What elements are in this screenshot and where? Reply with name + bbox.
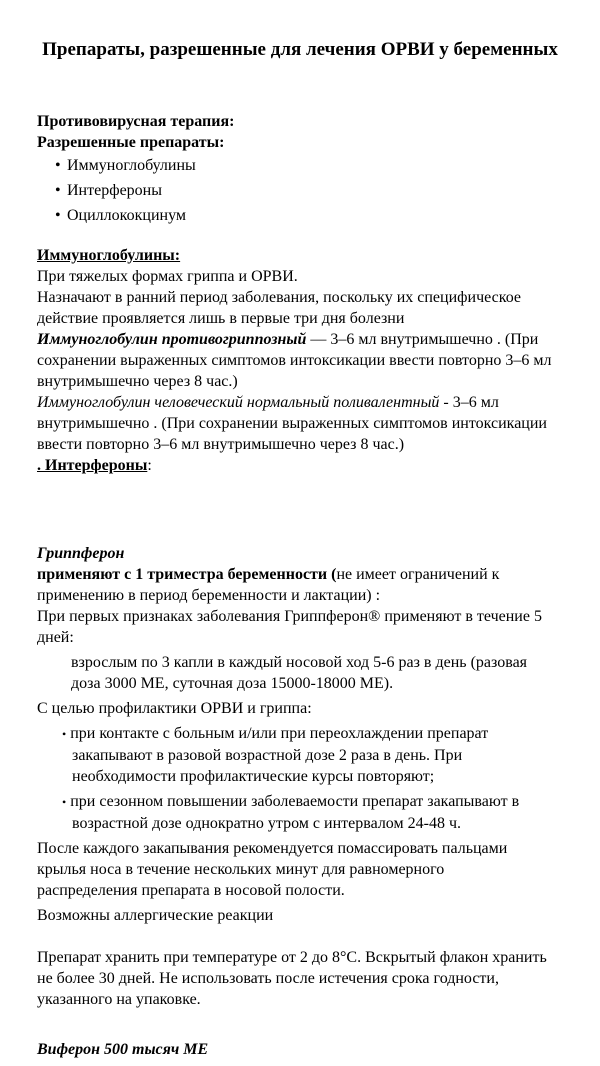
antiviral-heading: Противовирусная терапия: xyxy=(37,113,235,130)
grippferon-prophylaxis: С целью профилактики ОРВИ и гриппа: xyxy=(37,700,312,717)
allowed-list xyxy=(37,153,569,228)
bullet: • xyxy=(62,795,67,809)
bullet: • xyxy=(62,727,67,741)
grippferon-section xyxy=(37,543,569,1010)
immunoglobulins-indication: При тяжелых формах гриппа и ОРВИ. xyxy=(37,268,298,285)
prophylaxis-item: • при контакте с больным и/или при переохлаждении препарат закапывают в разовой возрастной дозе 2 раза в день. При необходимости профилактические курсы повторяют; xyxy=(62,725,489,785)
immunoglobulins-timing: Назначают в ранний период заболевания, поскольку их специфическое действие проявляется лишь в первые три дня болезни xyxy=(37,289,521,327)
allowed-heading: Разрешенные препараты: xyxy=(37,134,225,151)
drug-name: Иммуноглобулин человеческий нормальный поливалентный xyxy=(37,394,440,411)
grippferon-dosage: взрослым по 3 капли в каждый носовой ход 5-6 раз в день (разовая доза 3000 МЕ, суточная доза 15000-18000 МЕ). xyxy=(71,654,528,692)
grippferon-usage-bold: применяют с 1 триместра беременности ( xyxy=(37,566,337,583)
interferons-heading-line xyxy=(37,455,569,476)
viferon-section xyxy=(37,1039,569,1060)
drug-dosage: — 3–6 мл внутримышечно . (При сохранении выраженных симптомов интоксикации ввести повторно 3–6 мл внутримышечно через 8 час.) xyxy=(37,331,552,390)
interferons-colon: : xyxy=(147,457,152,474)
drug-immunoglobulin-normal xyxy=(37,392,569,455)
grippferon-usage-note: не имеет ограничений к применению в период беременности и лактации) : xyxy=(37,566,500,604)
list-item: • Оциллококцинум xyxy=(37,203,569,228)
antiviral-section xyxy=(37,111,569,228)
drug-dosage: - 3–6 мл внутримышечно . (При сохранении выраженных симптомов интоксикации ввести повторно 3–6 мл внутримышечно через 8 час.) xyxy=(37,394,547,453)
drug-name: Иммуноглобулин противогриппозный xyxy=(37,331,307,348)
grippferon-first-signs: При первых признаках заболевания Гриппферон® применяют в течение 5 дней: xyxy=(37,608,542,646)
drug-immunoglobulin-flu xyxy=(37,329,569,392)
grippferon-usage xyxy=(37,564,569,606)
prophylaxis-item: • при сезонном повышении заболеваемости препарат закапывают в возрастной дозе однократно утром с интервалом 24-48 ч. xyxy=(62,793,520,832)
viferon-name: Виферон 500 тысяч МЕ xyxy=(37,1041,209,1058)
interferons-heading: . Интерфероны xyxy=(37,457,148,474)
grippferon-name: Гриппферон xyxy=(37,545,125,562)
grippferon-allergy: Возможны аллергические реакции xyxy=(37,907,274,924)
immunoglobulins-heading: Иммуноглобулины: xyxy=(37,247,181,264)
list-item: • Интерфероны xyxy=(37,178,569,203)
grippferon-massage: После каждого закапывания рекомендуется помассировать пальцами крылья носа в течение нескольких минут для равномерного распределения препарата в носовой полости. xyxy=(37,840,508,899)
grippferon-storage: Препарат хранить при температуре от 2 до 8°С. Вскрытый флакон хранить не более 30 дней. Не использовать после истечения срока годности, указанного на упаковке. xyxy=(37,949,547,1008)
list-item: • Иммуноглобулины xyxy=(37,153,569,178)
immunoglobulins-section xyxy=(37,245,569,476)
document-title: Препараты, разрешенные для лечения ОРВИ у беременных xyxy=(42,39,558,60)
